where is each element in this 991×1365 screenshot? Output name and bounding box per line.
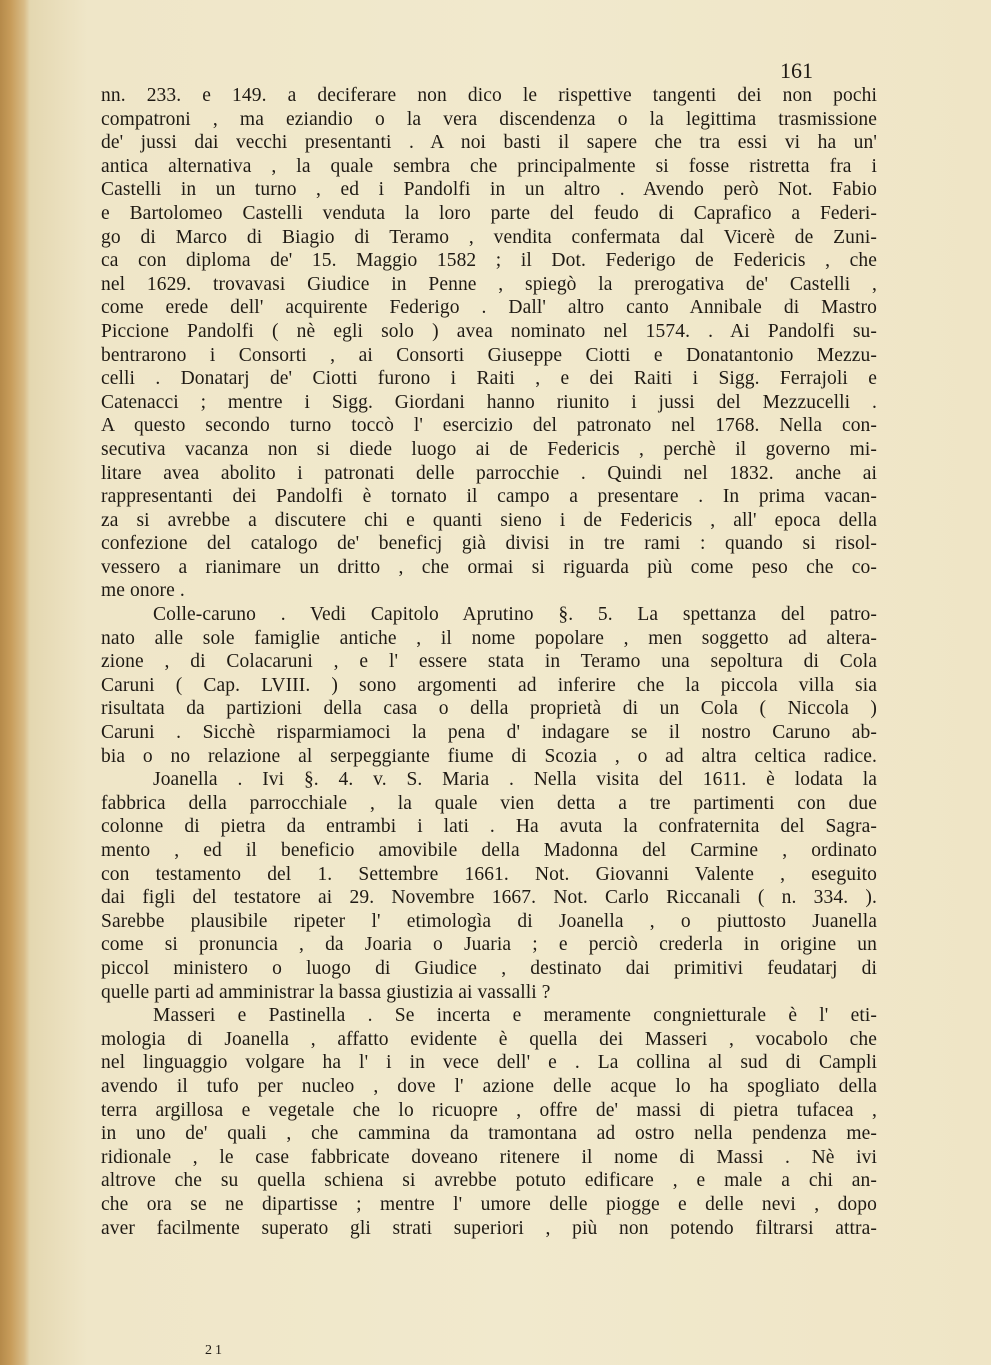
text-line: altrove che su quella schiena si avrebbe potuto edificare , e male a chi an- xyxy=(101,1170,877,1192)
text-line: A questo secondo turno toccò l' esercizio del patronato nel 1768. Nella con- xyxy=(101,415,877,437)
text-line: fabbrica della parrocchiale , la quale vien detta a tre partimenti con due xyxy=(101,792,877,814)
text-line: de' jussi dai vecchi presentanti . A noi basti il sapere che tra essi vi ha un' xyxy=(101,132,877,154)
text-line: come erede dell' acquirente Federigo . Dall' altro canto Annibale di Mastro xyxy=(101,297,877,319)
printer-signature-mark: 21 xyxy=(205,1343,225,1358)
text-line: mologia di Joanella , affatto evidente è quella dei Masseri , vocabolo che xyxy=(101,1028,877,1050)
text-line: litare avea abolito i patronati delle parrocchie . Quindi nel 1832. anche ai xyxy=(101,462,877,484)
text-line: secutiva vacanza non si diede luogo ai de Federicis , perchè il governo mi- xyxy=(101,438,877,460)
text-line: Caruni ( Cap. LVIII. ) sono argomenti ad inferire che la piccola villa sia xyxy=(101,674,877,696)
text-line: rappresentanti dei Pandolfi è tornato il campo a presentare . In prima vacan- xyxy=(101,486,877,508)
text-line: risultata da partizioni della casa o della proprietà di un Cola ( Niccola ) xyxy=(101,698,877,720)
text-line: Sarebbe plausibile ripeter l' etimologìa di Joanella , o piuttosto Juanella xyxy=(101,910,877,932)
text-line: Castelli in un turno , ed i Pandolfi in un altro . Avendo però Not. Fabio xyxy=(101,179,877,201)
page-number: 161 xyxy=(780,58,813,83)
text-line: mento , ed il beneficio amovibile della Madonna del Carmine , ordinato xyxy=(101,840,877,861)
paragraph-start-line: Colle-caruno . Vedi Capitolo Aprutino §. 5. La spettanza del patro- xyxy=(153,604,877,626)
text-line: vessero a rianimare un dritto , che ormai si riguarda più come peso che co- xyxy=(101,556,877,578)
text-line: terra argillosa e vegetale che lo ricuopre , offre de' massi di pietra tufacea , xyxy=(101,1099,877,1121)
text-line: Piccione Pandolfi ( nè egli solo ) avea nominato nel 1574. . Ai Pandolfi su- xyxy=(101,320,877,342)
text-line: nel 1629. trovavasi Giudice in Penne , spiegò la prerogativa de' Castelli , xyxy=(101,273,877,295)
paragraph-start-line: Joanella . Ivi §. 4. v. S. Maria . Nella visita del 1611. è lodata la xyxy=(153,769,877,791)
text-line: quelle parti ad amministrar la bassa giustizia ai vassalli ? xyxy=(101,981,551,1003)
text-line: nn. 233. e 149. a deciferare non dico le rispettive tangenti dei non pochi xyxy=(101,85,877,106)
text-line: Catenacci ; mentre i Sigg. Giordani hanno riunito i jussi del Mezzucelli . xyxy=(101,391,877,413)
text-line: colonne di pietra da entrambi i lati . Ha avuta la confraternita del Sagra- xyxy=(101,816,877,838)
text-line: con testamento del 1. Settembre 1661. Not. Giovanni Valente , eseguito xyxy=(101,863,877,885)
text-line: zione , di Colacaruni , e l' essere stata in Teramo una sepoltura di Cola xyxy=(101,651,877,673)
text-line: in uno de' quali , che cammina da tramontana ad ostro nella pendenza me- xyxy=(101,1123,877,1145)
text-line: nel linguaggio volgare ha l' i in vece dell' e . La collina al sud di Campli xyxy=(101,1052,877,1074)
text-line: antica alternativa , la quale sembra che principalmente si fosse ristretta fra i xyxy=(101,155,877,177)
text-line: nato alle sole famiglie antiche , il nome popolare , men soggetto ad altera- xyxy=(101,627,877,649)
text-line: piccol ministero o luogo di Giudice , destinato dai primitivi feudatarj di xyxy=(101,957,877,979)
text-line: che ora se ne dipartisse ; mentre l' umore delle piogge e delle nevi , dopo xyxy=(101,1193,877,1215)
text-line: bentrarono i Consorti , ai Consorti Giuseppe Ciotti e Donatantonio Mezzu- xyxy=(101,344,877,366)
text-line: za si avrebbe a discutere chi e quanti sieno i de Federicis , all' epoca della xyxy=(101,509,877,531)
body-text xyxy=(101,84,877,1240)
text-line: compatroni , ma eziandio o la vera discendenza o la legittima trasmissione xyxy=(101,108,877,130)
book-gutter xyxy=(0,0,30,1365)
text-line: aver facilmente superato gli strati superiori , più non potendo filtrarsi attra- xyxy=(101,1217,877,1239)
text-line: Caruni . Sicchè risparmiamoci la pena d' indagare se il nostro Caruno ab- xyxy=(101,722,877,744)
text-line: dai figli del testatore ai 29. Novembre 1667. Not. Carlo Riccanali ( n. 334. ). xyxy=(101,887,877,909)
text-line: ridionale , le case fabbricate doveano ritenere il nome di Massi . Nè ivi xyxy=(101,1146,877,1168)
text-line: avendo il tufo per nucleo , dove l' azione delle acque lo ha spogliato della xyxy=(101,1075,877,1097)
text-line: ca con diploma de' 15. Maggio 1582 ; il Dot. Federigo de Federicis , che xyxy=(101,250,877,272)
text-line: e Bartolomeo Castelli venduta la loro parte del feudo di Caprafico a Federi- xyxy=(101,202,877,224)
text-line: bia o no relazione al serpeggiante fiume di Scozia , o ad altra celtica radice. xyxy=(101,745,877,767)
text-line: come si pronuncia , da Joaria o Juaria ; e perciò crederla in origine un xyxy=(101,934,877,956)
text-line: me onore . xyxy=(101,580,185,602)
text-line: celli . Donatarj de' Ciotti furono i Raiti , e dei Raiti i Sigg. Ferrajoli e xyxy=(101,368,877,390)
paragraph-start-line: Masseri e Pastinella . Se incerta e meramente congnietturale è l' eti- xyxy=(153,1005,877,1027)
text-line: confezione del catalogo de' beneficj già divisi in tre rami : quando si risol- xyxy=(101,533,877,555)
text-line: go di Marco di Biagio di Teramo , vendita confermata dal Vicerè de Zuni- xyxy=(101,226,877,248)
